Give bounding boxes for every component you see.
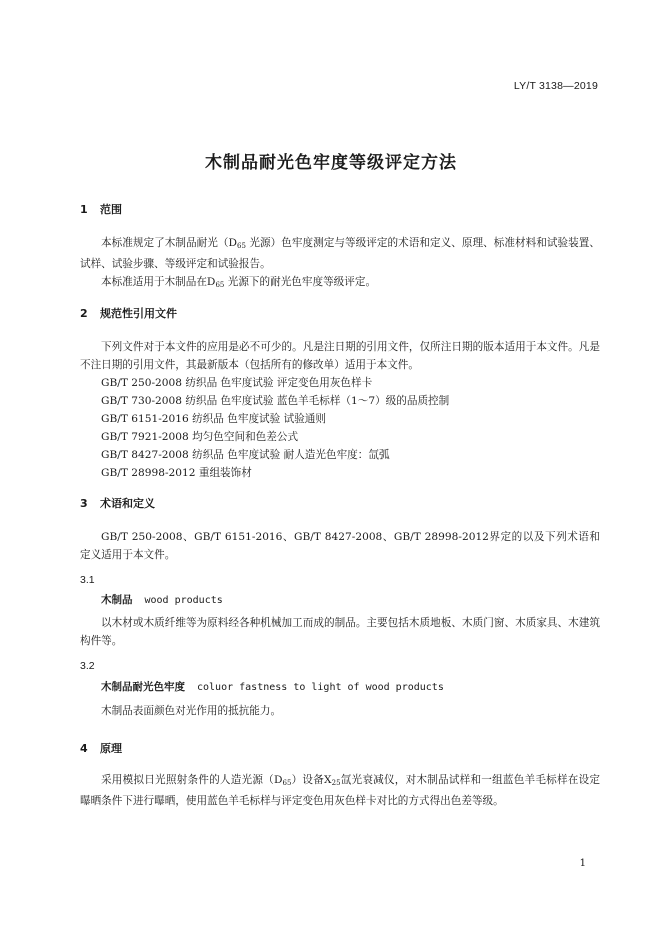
section-title: 术语和定义 (100, 497, 155, 510)
term-zh: 木制品耐光色牢度 (101, 681, 185, 693)
section-number: 2 (80, 307, 88, 320)
reference-item: GB/T 28998-2012 重组装饰材 (101, 467, 252, 479)
clause-number: 3.2 (80, 660, 95, 672)
normative-intro: 下列文件对于本文件的应用是必不可少的。凡是注日期的引用文件，仅所注日期的版本适用于本文件。凡是不注日期的引用文件，其最新版本（包括所有的修改单）适用于本文件。 (80, 341, 600, 371)
section-1-body (80, 234, 600, 294)
section-number: 3 (80, 497, 88, 510)
section-2-body (80, 338, 600, 482)
standard-code: LY/T 3138—2019 (513, 80, 598, 92)
reference-item: GB/T 8427-2008 纺织品 色牢度试验 耐人造光色牢度：氙弧 (101, 449, 390, 461)
reference-item: GB/T 6151-2016 纺织品 色牢度试验 试验通则 (101, 413, 326, 425)
scope-paragraph-1: 本标准规定了木制品耐光（$D_{65}$ 光源）色牢度测定与等级评定的术语和定义、原理、标准材料和试验装置、试样、试验步骤、等级评定和试验报告。 (80, 237, 600, 270)
term-definition: 木制品表面颜色对光作用的抵抗能力。 (101, 705, 282, 717)
term-en: coluor fastness to light of wood products (197, 682, 444, 693)
section-3-intro: GB/T 250-2008、GB/T 6151-2016、GB/T 8427-2008、GB/T 28998-2012界定的以及下列术语和定义适用于本文件。 (80, 531, 600, 561)
term-entry (101, 679, 444, 694)
reference-item: GB/T 250-2008 纺织品 色牢度试验 评定变色用灰色样卡 (101, 377, 373, 389)
page-number: 1 (579, 858, 586, 869)
section-title: 规范性引用文件 (100, 307, 177, 320)
clause-number: 3.1 (80, 574, 95, 586)
principle-paragraph: 采用模拟日光照射条件的人造光源$(D_{65})$设备$X_{25}$氙光衰减仪，对木制品试样和一组蓝色羊毛标样在设定曝晒条件下进行曝晒，使用蓝色羊毛标样与评定变色用灰色样卡对比的方式得出色差等级。 (80, 774, 601, 807)
term-definition: 以木材或木质纤维等为原料经各种机械加工而成的制品。主要包括木质地板、木质门窗、木质家具、木建筑构件等。 (80, 617, 600, 647)
section-title: 原理 (100, 742, 122, 755)
section-number: 4 (80, 742, 88, 755)
section-2-heading (80, 305, 177, 321)
reference-item: GB/T 730-2008 纺织品 色牢度试验 蓝色羊毛标样（1～7）级的品质控制 (101, 395, 450, 407)
section-4-heading (80, 740, 122, 756)
section-title: 范围 (100, 203, 122, 216)
scope-paragraph-2: 本标准适用于木制品在$D_{65}$ 光源下的耐光色牢度等级评定。 (101, 276, 377, 289)
section-3-heading (80, 495, 155, 511)
document-title: 木制品耐光色牢度等级评定方法 (205, 153, 457, 173)
section-number: 1 (80, 203, 88, 216)
reference-item: GB/T 7921-2008 均匀色空间和色差公式 (101, 431, 299, 443)
term-entry (101, 592, 223, 607)
term-en: wood products (144, 595, 223, 606)
section-4-body (80, 771, 600, 810)
term-zh: 木制品 (101, 594, 133, 606)
section-1-heading (80, 201, 122, 217)
